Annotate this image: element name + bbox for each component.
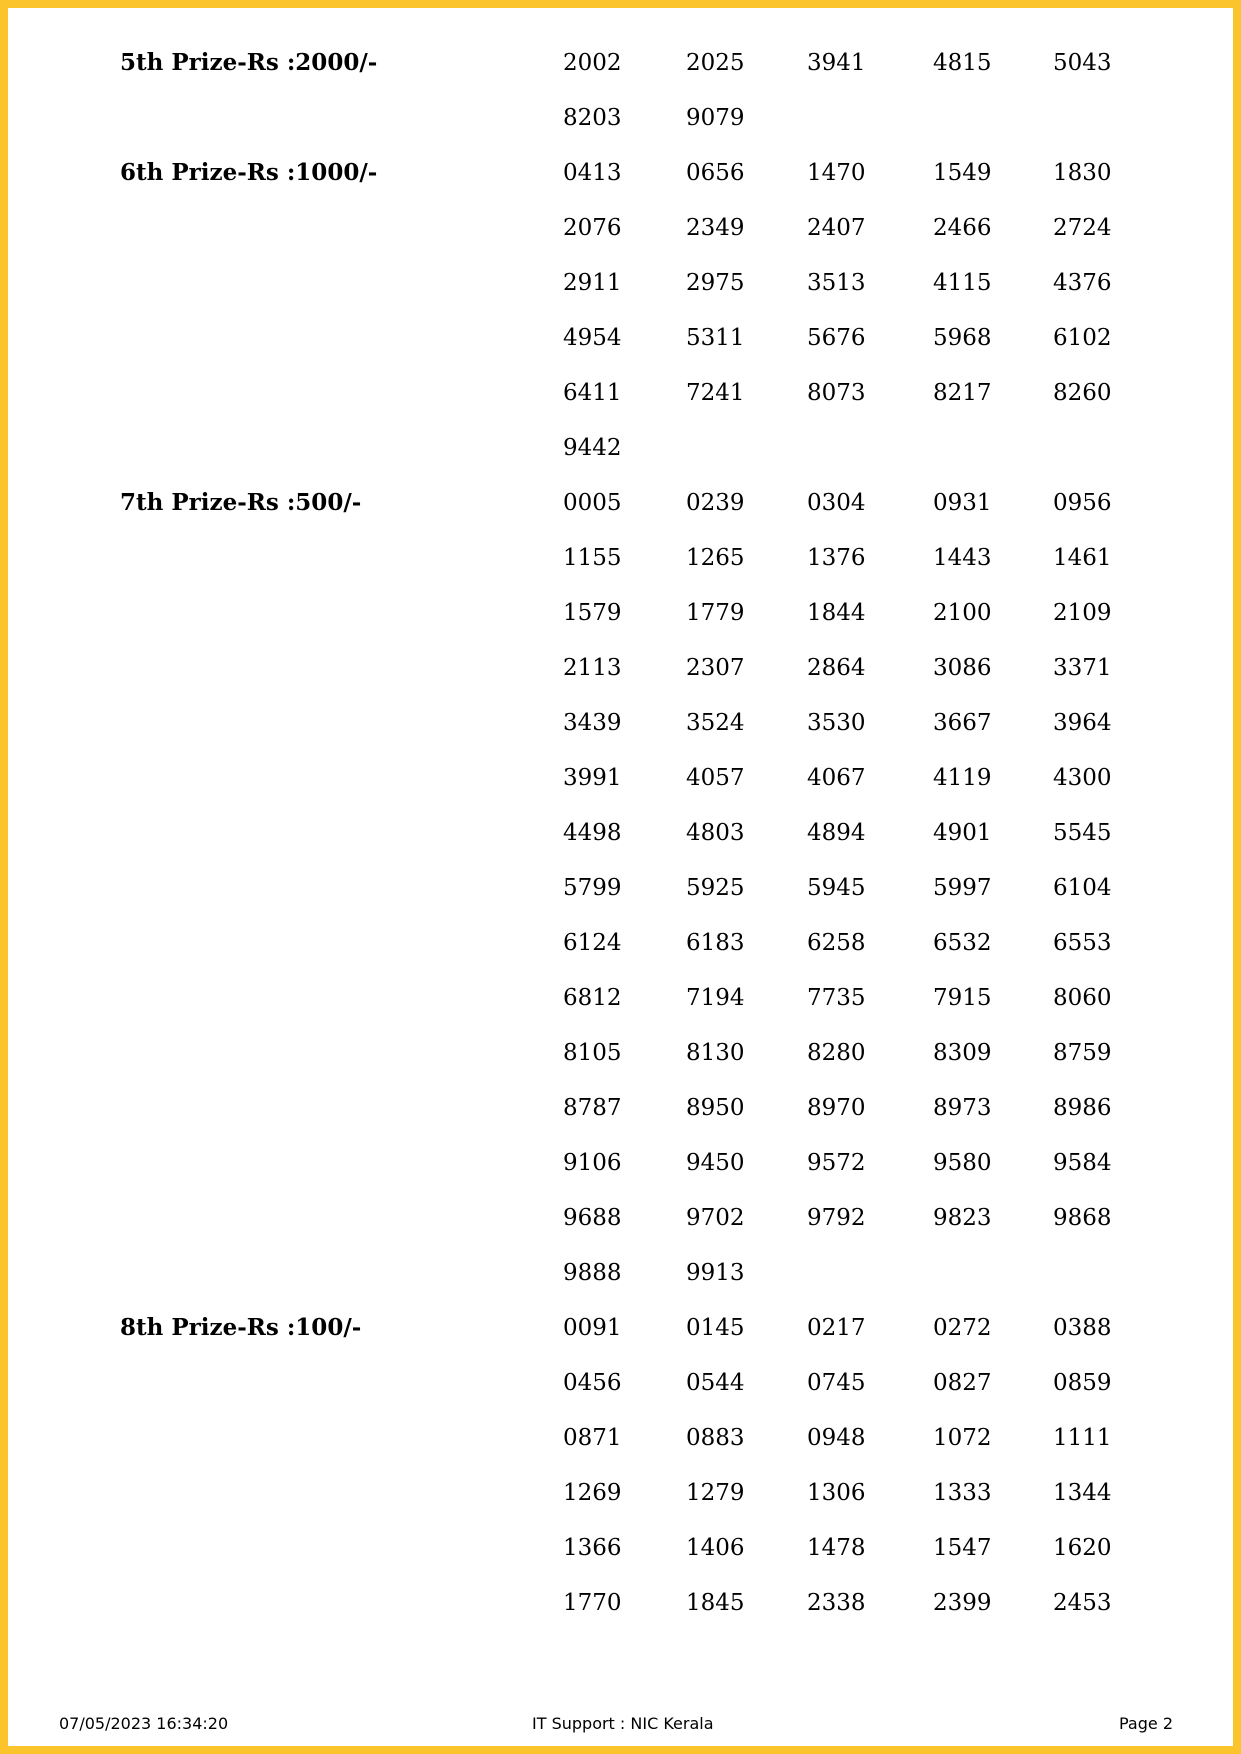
winning-number: 4803 xyxy=(686,820,745,846)
winning-number: 8970 xyxy=(807,1095,866,1121)
winning-number: 5043 xyxy=(1053,50,1112,76)
winning-number: 8217 xyxy=(933,380,992,406)
winning-number: 1549 xyxy=(933,160,992,186)
winning-number: 1620 xyxy=(1053,1535,1112,1561)
winning-number: 0239 xyxy=(686,490,745,516)
winning-number: 6553 xyxy=(1053,930,1112,956)
winning-number: 1470 xyxy=(807,160,866,186)
winning-number: 1845 xyxy=(686,1590,745,1616)
winning-number: 7241 xyxy=(686,380,745,406)
prize-label: 5th Prize-Rs :2000/- xyxy=(120,49,378,76)
winning-number: 3524 xyxy=(686,710,745,736)
winning-number: 4119 xyxy=(933,765,992,791)
winning-number: 2864 xyxy=(807,655,866,681)
winning-number: 0091 xyxy=(563,1315,622,1341)
winning-number: 2466 xyxy=(933,215,992,241)
winning-number: 1344 xyxy=(1053,1480,1112,1506)
winning-number: 2453 xyxy=(1053,1590,1112,1616)
footer-timestamp: 07/05/2023 16:34:20 xyxy=(59,1714,229,1733)
winning-number: 2100 xyxy=(933,600,992,626)
winning-number: 1333 xyxy=(933,1480,992,1506)
winning-number: 1265 xyxy=(686,545,745,571)
winning-number: 1376 xyxy=(807,545,866,571)
winning-number: 1579 xyxy=(563,600,622,626)
winning-number: 0544 xyxy=(686,1370,745,1396)
footer-page-number: Page 2 xyxy=(1119,1714,1173,1733)
winning-number: 4954 xyxy=(563,325,622,351)
winning-number: 1072 xyxy=(933,1425,992,1451)
winning-number: 1547 xyxy=(933,1535,992,1561)
winning-number: 9106 xyxy=(563,1150,622,1176)
winning-number: 8130 xyxy=(686,1040,745,1066)
winning-number: 5799 xyxy=(563,875,622,901)
winning-number: 1478 xyxy=(807,1535,866,1561)
winning-number: 6124 xyxy=(563,930,622,956)
winning-number: 8309 xyxy=(933,1040,992,1066)
winning-number: 5311 xyxy=(686,325,745,351)
winning-number: 8787 xyxy=(563,1095,622,1121)
winning-number: 4498 xyxy=(563,820,622,846)
winning-number: 2025 xyxy=(686,50,745,76)
winning-number: 8280 xyxy=(807,1040,866,1066)
winning-number: 9702 xyxy=(686,1205,745,1231)
winning-number: 0827 xyxy=(933,1370,992,1396)
winning-number: 8260 xyxy=(1053,380,1112,406)
winning-number: 2113 xyxy=(563,655,622,681)
winning-number: 0931 xyxy=(933,490,992,516)
winning-number: 9079 xyxy=(686,105,745,131)
winning-number: 3941 xyxy=(807,50,866,76)
winning-number: 8973 xyxy=(933,1095,992,1121)
winning-number: 9913 xyxy=(686,1260,745,1286)
winning-number: 0883 xyxy=(686,1425,745,1451)
winning-number: 7915 xyxy=(933,985,992,1011)
winning-number: 1279 xyxy=(686,1480,745,1506)
winning-number: 6258 xyxy=(807,930,866,956)
winning-number: 1779 xyxy=(686,600,745,626)
winning-number: 1111 xyxy=(1053,1425,1112,1451)
winning-number: 2975 xyxy=(686,270,745,296)
winning-number: 2911 xyxy=(563,270,622,296)
winning-number: 5945 xyxy=(807,875,866,901)
winning-number: 1306 xyxy=(807,1480,866,1506)
winning-number: 9688 xyxy=(563,1205,622,1231)
winning-number: 9572 xyxy=(807,1150,866,1176)
winning-number: 0304 xyxy=(807,490,866,516)
winning-number: 8759 xyxy=(1053,1040,1112,1066)
winning-number: 0859 xyxy=(1053,1370,1112,1396)
winning-number: 6183 xyxy=(686,930,745,956)
winning-number: 0145 xyxy=(686,1315,745,1341)
winning-number: 1770 xyxy=(563,1590,622,1616)
winning-number: 5925 xyxy=(686,875,745,901)
prize-label: 7th Prize-Rs :500/- xyxy=(120,489,362,516)
winning-number: 3991 xyxy=(563,765,622,791)
winning-number: 4115 xyxy=(933,270,992,296)
winning-number: 1830 xyxy=(1053,160,1112,186)
winning-number: 1155 xyxy=(563,545,622,571)
winning-number: 8105 xyxy=(563,1040,622,1066)
winning-number: 3371 xyxy=(1053,655,1112,681)
winning-number: 7194 xyxy=(686,985,745,1011)
winning-number: 0745 xyxy=(807,1370,866,1396)
winning-number: 4300 xyxy=(1053,765,1112,791)
winning-number: 8950 xyxy=(686,1095,745,1121)
winning-number: 8060 xyxy=(1053,985,1112,1011)
winning-number: 8203 xyxy=(563,105,622,131)
winning-number: 9792 xyxy=(807,1205,866,1231)
winning-number: 0413 xyxy=(563,160,622,186)
winning-number: 2724 xyxy=(1053,215,1112,241)
winning-number: 0388 xyxy=(1053,1315,1112,1341)
winning-number: 4901 xyxy=(933,820,992,846)
winning-number: 5997 xyxy=(933,875,992,901)
winning-number: 9442 xyxy=(563,435,622,461)
prize-label: 6th Prize-Rs :1000/- xyxy=(120,159,378,186)
winning-number: 4815 xyxy=(933,50,992,76)
winning-number: 2109 xyxy=(1053,600,1112,626)
winning-number: 9868 xyxy=(1053,1205,1112,1231)
prize-label: 8th Prize-Rs :100/- xyxy=(120,1314,362,1341)
winning-number: 1406 xyxy=(686,1535,745,1561)
winning-number: 2399 xyxy=(933,1590,992,1616)
winning-number: 0871 xyxy=(563,1425,622,1451)
winning-number: 2307 xyxy=(686,655,745,681)
winning-number: 1269 xyxy=(563,1480,622,1506)
winning-number: 1443 xyxy=(933,545,992,571)
winning-number: 4894 xyxy=(807,820,866,846)
winning-number: 6812 xyxy=(563,985,622,1011)
winning-number: 4067 xyxy=(807,765,866,791)
winning-number: 5676 xyxy=(807,325,866,351)
footer-support: IT Support : NIC Kerala xyxy=(532,1714,714,1733)
winning-number: 2407 xyxy=(807,215,866,241)
winning-number: 2076 xyxy=(563,215,622,241)
winning-number: 3439 xyxy=(563,710,622,736)
winning-number: 4057 xyxy=(686,765,745,791)
winning-number: 1366 xyxy=(563,1535,622,1561)
winning-number: 2002 xyxy=(563,50,622,76)
winning-number: 6102 xyxy=(1053,325,1112,351)
winning-number: 3530 xyxy=(807,710,866,736)
winning-number: 8073 xyxy=(807,380,866,406)
winning-number: 6532 xyxy=(933,930,992,956)
winning-number: 6411 xyxy=(563,380,622,406)
winning-number: 0948 xyxy=(807,1425,866,1451)
winning-number: 4376 xyxy=(1053,270,1112,296)
winning-number: 8986 xyxy=(1053,1095,1112,1121)
winning-number: 7735 xyxy=(807,985,866,1011)
winning-number: 9580 xyxy=(933,1150,992,1176)
winning-number: 3667 xyxy=(933,710,992,736)
winning-number: 0217 xyxy=(807,1315,866,1341)
winning-number: 5968 xyxy=(933,325,992,351)
winning-number: 1461 xyxy=(1053,545,1112,571)
winning-number: 0456 xyxy=(563,1370,622,1396)
winning-number: 0656 xyxy=(686,160,745,186)
winning-number: 9823 xyxy=(933,1205,992,1231)
winning-number: 5545 xyxy=(1053,820,1112,846)
winning-number: 3964 xyxy=(1053,710,1112,736)
winning-number: 6104 xyxy=(1053,875,1112,901)
winning-number: 2338 xyxy=(807,1590,866,1616)
winning-number: 0272 xyxy=(933,1315,992,1341)
winning-number: 3513 xyxy=(807,270,866,296)
winning-number: 3086 xyxy=(933,655,992,681)
winning-number: 9888 xyxy=(563,1260,622,1286)
winning-number: 0005 xyxy=(563,490,622,516)
winning-number: 9584 xyxy=(1053,1150,1112,1176)
winning-number: 9450 xyxy=(686,1150,745,1176)
winning-number: 0956 xyxy=(1053,490,1112,516)
winning-number: 2349 xyxy=(686,215,745,241)
winning-number: 1844 xyxy=(807,600,866,626)
